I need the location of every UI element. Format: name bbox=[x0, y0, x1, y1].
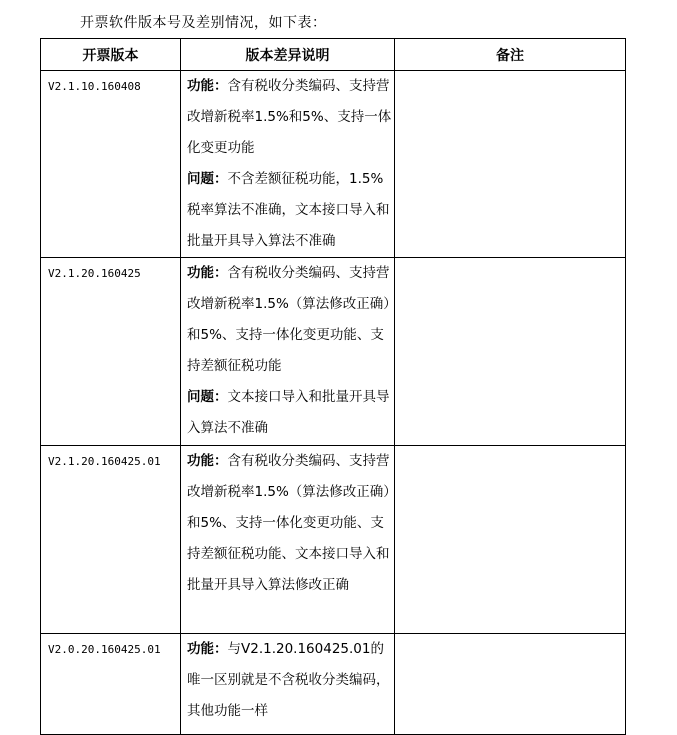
issue-text: 不含差额征税功能，1.5%税率算法不准确，文本接口导入和批量开具导入算法不准确 bbox=[187, 171, 390, 249]
version-number: V2.1.10.160408 bbox=[48, 80, 141, 93]
diff-cell bbox=[181, 71, 395, 258]
feature-paragraph bbox=[187, 446, 394, 601]
feature-text: 含有税收分类编码、支持营改增新税率1.5%（算法修改正确）和5%、支持一体化变更功能、支持差额征税功能、文本接口导入和批量开具导入算法修改正确 bbox=[187, 453, 391, 593]
feature-label: 功能： bbox=[187, 641, 228, 657]
feature-label: 功能： bbox=[187, 265, 228, 281]
intro-text: 开票软件版本号及差别情况，如下表： bbox=[80, 15, 327, 31]
remark-cell bbox=[395, 258, 626, 446]
feature-label: 功能： bbox=[187, 78, 228, 94]
feature-label: 功能： bbox=[187, 453, 228, 469]
feature-text: 含有税收分类编码、支持营改增新税率1.5%（算法修改正确）和5%、支持一体化变更功能、支持差额征税功能 bbox=[187, 265, 391, 374]
issue-label: 问题： bbox=[187, 389, 228, 405]
remark-cell bbox=[395, 634, 626, 735]
version-cell bbox=[41, 71, 181, 258]
issue-label: 问题： bbox=[187, 171, 228, 187]
feature-text: 含有税收分类编码、支持营改增新税率1.5%和5%、支持一体化变更功能 bbox=[187, 78, 392, 156]
version-number: V2.0.20.160425.01 bbox=[48, 643, 161, 656]
feature-paragraph bbox=[187, 71, 394, 164]
header-diff: 版本差异说明 bbox=[181, 39, 395, 71]
version-number: V2.1.20.160425 bbox=[48, 267, 141, 280]
version-cell bbox=[41, 446, 181, 634]
version-table bbox=[40, 38, 626, 735]
issue-paragraph bbox=[187, 382, 394, 444]
feature-paragraph bbox=[187, 634, 394, 727]
version-number: V2.1.20.160425.01 bbox=[48, 455, 161, 468]
table-row bbox=[41, 71, 626, 258]
version-cell bbox=[41, 258, 181, 446]
feature-text: 与V2.1.20.160425.01的唯一区别就是不含税收分类编码，其他功能一样 bbox=[187, 641, 390, 719]
table-row bbox=[41, 258, 626, 446]
remark-cell bbox=[395, 71, 626, 258]
diff-cell bbox=[181, 258, 395, 446]
header-remark: 备注 bbox=[395, 39, 626, 71]
issue-text: 文本接口导入和批量开具导入算法不准确 bbox=[187, 389, 390, 436]
issue-paragraph bbox=[187, 164, 394, 257]
feature-paragraph bbox=[187, 258, 394, 382]
table-row bbox=[41, 634, 626, 735]
diff-cell bbox=[181, 446, 395, 634]
version-cell bbox=[41, 634, 181, 735]
table-row bbox=[41, 446, 626, 634]
remark-cell bbox=[395, 446, 626, 634]
header-version: 开票版本 bbox=[41, 39, 181, 71]
table-header-row bbox=[41, 39, 626, 71]
diff-cell bbox=[181, 634, 395, 735]
